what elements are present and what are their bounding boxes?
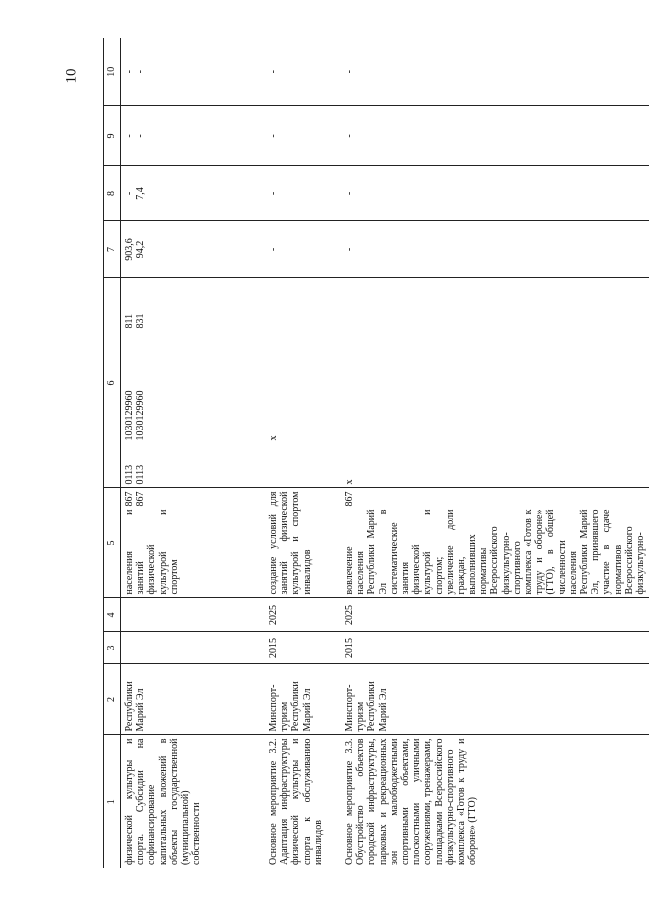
expected-result xyxy=(121,488,266,598)
header-cell-5: 5 xyxy=(104,488,121,598)
header-cell-2: 2 xyxy=(104,664,121,735)
expected-result-text: населения и занятий физической культурой и спортом xyxy=(124,509,180,595)
grbs-code: 867 867 xyxy=(124,491,147,507)
value-col-8: - xyxy=(265,166,341,221)
value-col-8: - 7,4 xyxy=(121,166,266,221)
measure-name: Основное мероприятие 3.3. Обустройство объектов городской инфраструктуры, парковых и рекреационных зон малобюджетными спортивными объектами, плоскостными уличными сооружениями, тренажерами, площадками Всероссийского физкультурно-спортивного комплекса «Готов к труду и обороне» (ГТО) xyxy=(344,738,479,865)
value-col-7: - xyxy=(265,221,341,278)
csr-code xyxy=(344,369,355,441)
table-row xyxy=(341,38,649,868)
header-cell-6: 6 xyxy=(104,278,121,488)
program-table xyxy=(103,38,649,868)
header-row xyxy=(104,38,121,868)
executor: Минспорт-туризм Республики Марий Эл xyxy=(265,664,341,735)
value-col-10: - xyxy=(265,38,341,106)
csr-code: 1030129960 1030129960 xyxy=(124,390,147,441)
expected-result: создание условий для занятий физической культурой и спортом инвалидов xyxy=(265,488,341,598)
rzpr-code: 0113 0113 xyxy=(124,464,147,485)
end-year: 2025 xyxy=(265,598,341,632)
executor: Республики Марий Эл xyxy=(121,664,266,735)
grbs-code: 867 xyxy=(344,491,355,507)
table-row xyxy=(121,38,266,868)
vr-code: 811 831 xyxy=(124,313,147,329)
executor: Минспорт-туризм Республики Марий Эл xyxy=(341,664,649,735)
page-number: 10 xyxy=(63,68,80,84)
measure-name: Основное мероприятие 3.2. Адаптация инфраструктуры физической культуры и спорта к обслуживанию инвалидов xyxy=(268,738,324,865)
rzpr-code xyxy=(268,457,279,485)
vr-code xyxy=(268,305,279,329)
start-year: 2015 xyxy=(265,632,341,664)
vr-code xyxy=(344,305,355,329)
value-col-7: - xyxy=(341,221,649,278)
budget-codes xyxy=(341,278,649,488)
csr-code: х xyxy=(268,435,279,441)
header-cell-7: 7 xyxy=(104,221,121,278)
value-col-9: - xyxy=(265,106,341,166)
header-cell-8: 8 xyxy=(104,166,121,221)
budget-codes xyxy=(121,278,266,488)
start-year: 2015 xyxy=(341,632,649,664)
table-container xyxy=(103,38,646,868)
header-cell-4: 4 xyxy=(104,598,121,632)
budget-codes xyxy=(265,278,341,488)
value-col-8: - xyxy=(341,166,649,221)
start-year xyxy=(121,632,266,664)
value-col-10: - - xyxy=(121,38,266,106)
rotated-page xyxy=(103,38,646,865)
value-col-7: 903,6 94,2 xyxy=(121,221,266,278)
value-col-9: - xyxy=(341,106,649,166)
header-cell-3: 3 xyxy=(104,632,121,664)
value-col-9: - - xyxy=(121,106,266,166)
measure-name: физической культуры и спорта. Субсидии на софинансирование капитальных вложений в объекты государственной (муниципальной) собственности xyxy=(124,738,203,865)
header-cell-9: 9 xyxy=(104,106,121,166)
rzpr-code: х xyxy=(344,479,355,485)
value-col-10: - xyxy=(341,38,649,106)
header-cell-1: 1 xyxy=(104,735,121,868)
header-cell-10: 10 xyxy=(104,38,121,106)
expected-result-text: вовлечение населения Республики Марий Эл в систематические занятия физической культурой и спортом; увеличение доли граждан, выполнивших нормативы Всероссийского физкультурно-спортивного комплекса «Готов к труду и обороне» (ГТО), в общей численности населения Республики Марий Эл, принявшего участие в сдаче нормативов Всероссийского физкультурно- xyxy=(344,509,646,595)
end-year xyxy=(121,598,266,632)
expected-result xyxy=(341,488,649,598)
end-year: 2025 xyxy=(341,598,649,632)
table-row xyxy=(265,38,341,868)
